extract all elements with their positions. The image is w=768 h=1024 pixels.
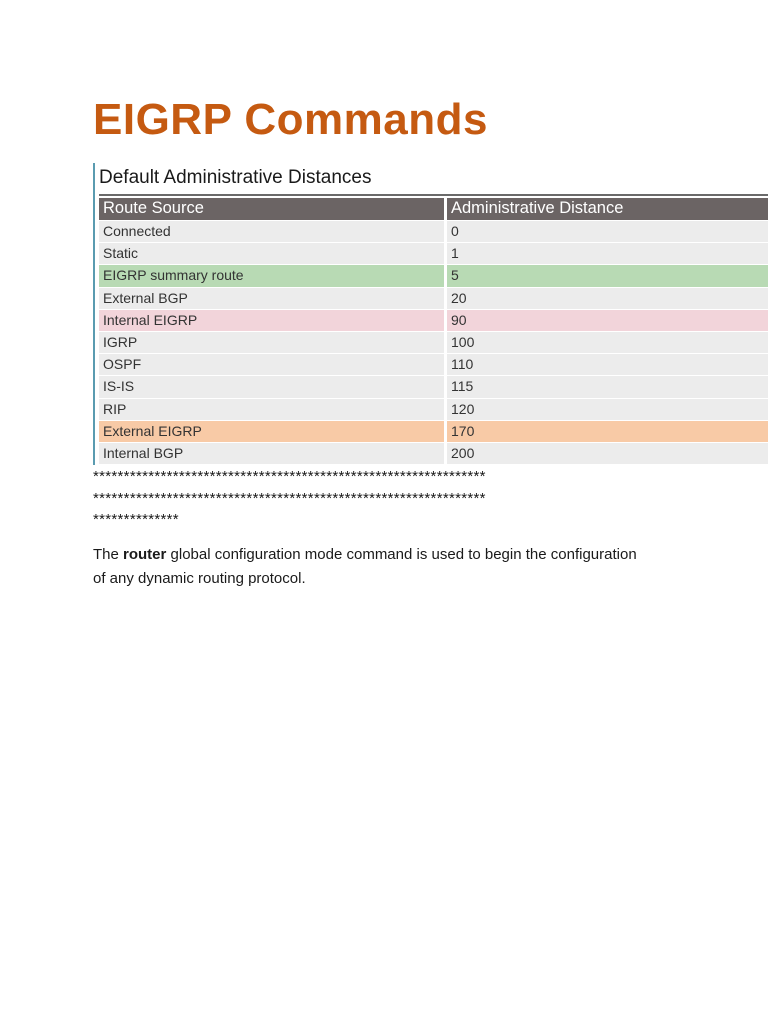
description-text-start: The — [93, 546, 124, 563]
admin-distance-cell: 200 — [447, 443, 768, 464]
table-row — [99, 332, 768, 354]
route-source-cell: Connected — [99, 221, 444, 242]
table-row — [99, 288, 768, 310]
table-row — [99, 310, 768, 332]
admin-distance-cell: 115 — [447, 376, 768, 397]
header-administrative-distance: Administrative Distance — [447, 198, 768, 220]
table-top-rule — [99, 194, 768, 196]
page-title: EIGRP Commands — [93, 95, 488, 144]
table-header-row — [99, 198, 768, 220]
route-source-cell: External BGP — [99, 288, 444, 309]
separator-asterisks — [93, 466, 486, 531]
router-description — [93, 543, 653, 591]
admin-distance-cell: 1 — [447, 243, 768, 264]
table-row — [99, 243, 768, 265]
route-source-cell: External EIGRP — [99, 421, 444, 442]
admin-distance-cell: 120 — [447, 399, 768, 420]
table-row — [99, 421, 768, 443]
table-row — [99, 443, 768, 465]
separator-line: **************************************************************** — [93, 489, 486, 507]
router-keyword: router — [123, 546, 167, 563]
table-row — [99, 376, 768, 398]
route-source-cell: IS-IS — [99, 376, 444, 397]
separator-line: ************** — [93, 511, 179, 528]
admin-distance-cell: 20 — [447, 288, 768, 309]
table-body — [99, 221, 768, 465]
route-source-cell: Internal BGP — [99, 443, 444, 464]
route-source-cell: Internal EIGRP — [99, 310, 444, 331]
admin-distance-cell: 0 — [447, 221, 768, 242]
admin-distance-cell: 90 — [447, 310, 768, 331]
route-source-cell: EIGRP summary route — [99, 265, 444, 286]
route-source-cell: IGRP — [99, 332, 444, 353]
table-caption: Default Administrative Distances — [99, 167, 372, 188]
distance-table — [99, 198, 768, 465]
admin-distance-cell: 100 — [447, 332, 768, 353]
admin-distance-cell: 110 — [447, 354, 768, 375]
separator-line: **************************************************************** — [93, 468, 486, 485]
header-route-source: Route Source — [99, 198, 444, 220]
route-source-cell: Static — [99, 243, 444, 264]
distance-table-figure — [93, 163, 768, 465]
table-row — [99, 265, 768, 287]
table-row — [99, 221, 768, 243]
table-row — [99, 354, 768, 376]
description-text-end: global configuration mode command is used to begin the configuration of any dynamic routing protocol. — [93, 546, 637, 587]
table-row — [99, 399, 768, 421]
admin-distance-cell: 170 — [447, 421, 768, 442]
admin-distance-cell: 5 — [447, 265, 768, 286]
route-source-cell: OSPF — [99, 354, 444, 375]
route-source-cell: RIP — [99, 399, 444, 420]
